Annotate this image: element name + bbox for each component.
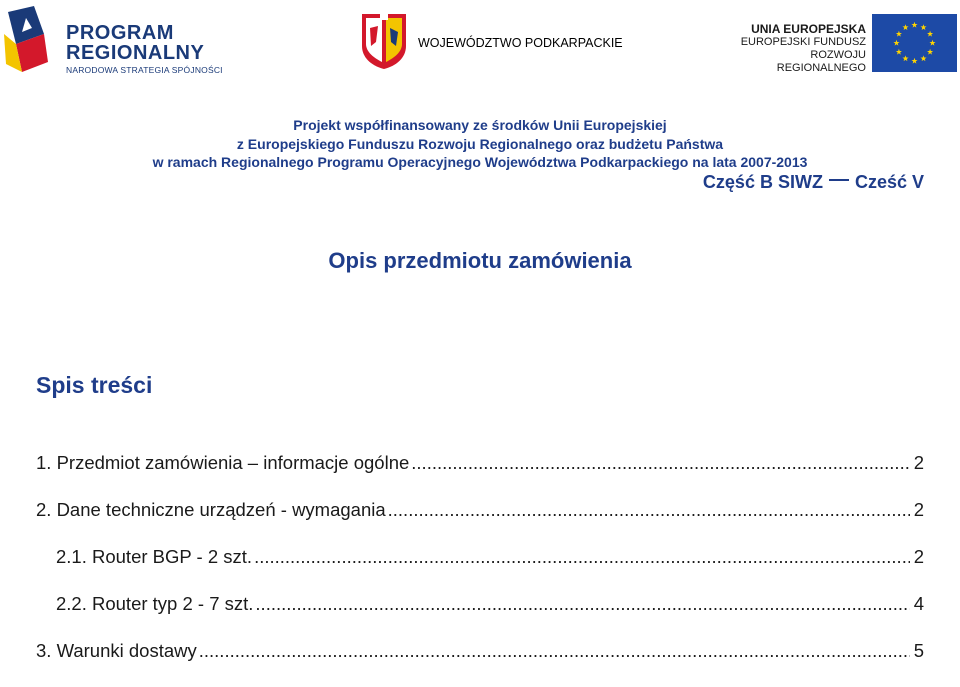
toc-leader-dots: [254, 546, 910, 568]
eu-label-line2: EUROPEJSKI FUNDUSZ: [740, 36, 866, 48]
table-of-contents: [36, 452, 924, 687]
project-line3: w ramach Regionalnego Programu Operacyjnego Województwa Podkarpackiego na lata 2007-2013: [152, 154, 808, 170]
toc-entry-page: 2: [913, 546, 924, 567]
project-line2: z Europejskiego Funduszu Rozwoju Regionalnego oraz budżetu Państwa: [236, 135, 724, 152]
toc-entry-text: 2.2. Router typ 2 - 7 szt.: [56, 593, 254, 614]
eu-label-line1: UNIA EUROPEJSKA: [751, 22, 866, 36]
toc-leader-dots: [199, 640, 910, 662]
program-logo-line2: REGIONALNY: [66, 42, 205, 64]
toc-entry-text: 3. Warunki dostawy: [36, 640, 197, 661]
toc-entry[interactable]: [36, 593, 924, 640]
program-logo-line1: PROGRAM: [66, 22, 174, 44]
program-regionalny-logo-icon: [4, 4, 54, 76]
toc-leader-dots: [388, 499, 910, 521]
eu-fund-label: [720, 22, 866, 75]
toc-entry-text: 2. Dane techniczne urządzeń - wymagania: [36, 499, 386, 520]
part-dash: [829, 179, 849, 181]
toc-entry-text: 2.1. Router BGP - 2 szt.: [56, 546, 253, 567]
part-left: Część B SIWZ: [702, 172, 823, 192]
project-line1: Projekt współfinansowany ze środków Unii Europejskiej: [293, 117, 667, 133]
logo-header: [0, 0, 960, 80]
toc-entry-page: 5: [913, 640, 924, 661]
eu-flag-icon: [872, 14, 957, 72]
toc-entry-text: 1. Przedmiot zamówienia – informacje ogólne: [36, 452, 410, 473]
toc-entry[interactable]: [36, 640, 924, 687]
document-title: Opis przedmiotu zamówienia: [328, 248, 632, 273]
program-logo-tagline: NARODOWA STRATEGIA SPÓJNOŚCI: [66, 65, 223, 75]
toc-entry-page: 4: [913, 593, 924, 614]
toc-leader-dots: [255, 593, 909, 615]
part-right: Cześć V: [854, 172, 924, 192]
program-regionalny-logo: [4, 4, 234, 76]
podkarpackie-crest-icon: [360, 12, 408, 70]
toc-leader-dots: [411, 452, 909, 474]
toc-entry[interactable]: [36, 546, 924, 593]
project-cofinancing-notice: [0, 116, 960, 172]
toc-entry[interactable]: [36, 499, 924, 546]
toc-entry-page: 2: [913, 499, 924, 520]
toc-heading: Spis treści: [36, 372, 153, 398]
region-label: WOJEWÓDZTWO PODKARPACKIE: [418, 36, 623, 50]
eu-label-line3: ROZWOJU REGIONALNEGO: [776, 49, 866, 74]
toc-entry[interactable]: [36, 452, 924, 499]
toc-entry-page: 2: [913, 452, 924, 473]
document-part-label: [703, 172, 924, 193]
